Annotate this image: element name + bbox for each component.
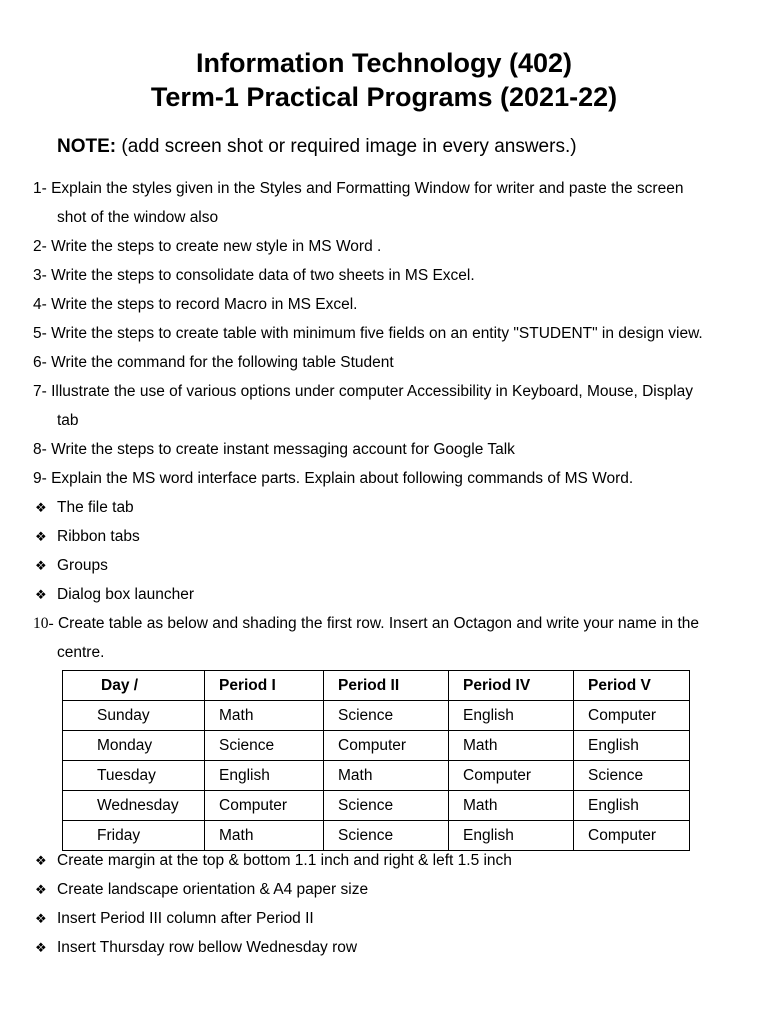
question-2: 2- Write the steps to create new style in MS Word . [33, 238, 382, 255]
table-cell: Math [449, 731, 574, 761]
table-cell: Computer [574, 701, 690, 731]
table-cell: English [449, 701, 574, 731]
question-9: 9- Explain the MS word interface parts. Explain about following commands of MS Word. [33, 470, 634, 487]
q9-bullet-item [35, 527, 140, 547]
q9-bullet-item [35, 585, 194, 605]
table-cell: Math [324, 761, 449, 791]
document-subtitle: Term-1 Practical Programs (2021-22) [150, 82, 618, 112]
bullet-text: Create landscape orientation & A4 paper size [57, 881, 369, 898]
question-7-continued: tab [57, 412, 79, 429]
table-cell: Math [449, 791, 574, 821]
question-7: 7- Illustrate the use of various options under computer Accessibility in Keyboard, Mouse, Display [33, 383, 693, 400]
table-cell: English [449, 821, 574, 851]
question-10-text: Create table as below and shading the first row. Insert an Octagon and write your name in the [53, 615, 700, 632]
bullet-text: The file tab [57, 499, 134, 516]
bullet-icon: ❖ [35, 911, 47, 926]
table-cell: Science [205, 731, 324, 761]
table-cell: English [574, 791, 690, 821]
note [57, 134, 577, 160]
bullet-text: Insert Period III column after Period II [57, 910, 314, 927]
q10-bullet-item [35, 851, 512, 871]
column-header: Period I [205, 671, 324, 701]
note-text: (add screen shot or required image in every answers.) [116, 136, 577, 157]
bullet-icon: ❖ [35, 500, 47, 515]
table-cell: English [205, 761, 324, 791]
column-header: Period IV [449, 671, 574, 701]
document-title: Information Technology (402) [195, 48, 573, 78]
column-header: Day / [63, 671, 205, 701]
table-cell: Sunday [63, 701, 205, 731]
question-8: 8- Write the steps to create instant messaging account for Google Talk [33, 441, 515, 458]
q10-bullet-item [35, 938, 357, 958]
table-row [63, 761, 690, 791]
table-cell: Math [205, 821, 324, 851]
table-cell: Computer [449, 761, 574, 791]
table-cell: Computer [574, 821, 690, 851]
table-row [63, 731, 690, 761]
question-10 [33, 614, 699, 634]
table-cell: Science [324, 791, 449, 821]
bullet-icon: ❖ [35, 940, 47, 955]
q10-bullet-item [35, 880, 368, 900]
table-cell: Tuesday [63, 761, 205, 791]
question-1: 1- Explain the styles given in the Styles and Formatting Window for writer and paste the screen [33, 180, 684, 197]
column-header: Period II [324, 671, 449, 701]
question-10-continued: centre. [57, 644, 105, 661]
bullet-icon: ❖ [35, 853, 47, 868]
bullet-text: Dialog box launcher [57, 586, 195, 603]
bullet-text: Groups [57, 557, 108, 574]
bullet-icon: ❖ [35, 558, 47, 573]
question-5: 5- Write the steps to create table with minimum five fields on an entity "STUDENT" in design view. [33, 325, 703, 342]
table-cell: Computer [324, 731, 449, 761]
q9-bullet-item [35, 556, 108, 576]
table-cell: Computer [205, 791, 324, 821]
bullet-icon: ❖ [35, 587, 47, 602]
bullet-text: Insert Thursday row bellow Wednesday row [57, 939, 358, 956]
question-4: 4- Write the steps to record Macro in MS Excel. [33, 296, 358, 313]
table-cell: Science [324, 821, 449, 851]
table-cell: Wednesday [63, 791, 205, 821]
bullet-icon: ❖ [35, 529, 47, 544]
table-header-row [63, 671, 690, 701]
bullet-text: Ribbon tabs [57, 528, 140, 545]
q10-bullet-item [35, 909, 314, 929]
q9-bullet-item [35, 498, 134, 518]
bullet-text: Create margin at the top & bottom 1.1 inch and right & left 1.5 inch [57, 852, 512, 869]
question-3: 3- Write the steps to consolidate data of two sheets in MS Excel. [33, 267, 475, 284]
table-cell: Math [205, 701, 324, 731]
table-cell: Friday [63, 821, 205, 851]
table-cell: Science [574, 761, 690, 791]
table-cell: Science [324, 701, 449, 731]
column-header: Period V [574, 671, 690, 701]
table-row [63, 821, 690, 851]
table-row [63, 791, 690, 821]
table-cell: Monday [63, 731, 205, 761]
question-10-number: 10- [33, 615, 54, 632]
table-cell: English [574, 731, 690, 761]
question-1-continued: shot of the window also [57, 209, 219, 226]
timetable [62, 670, 690, 851]
note-label: NOTE: [57, 136, 117, 157]
table-row [63, 701, 690, 731]
question-6: 6- Write the command for the following table Student [33, 354, 394, 371]
bullet-icon: ❖ [35, 882, 47, 897]
